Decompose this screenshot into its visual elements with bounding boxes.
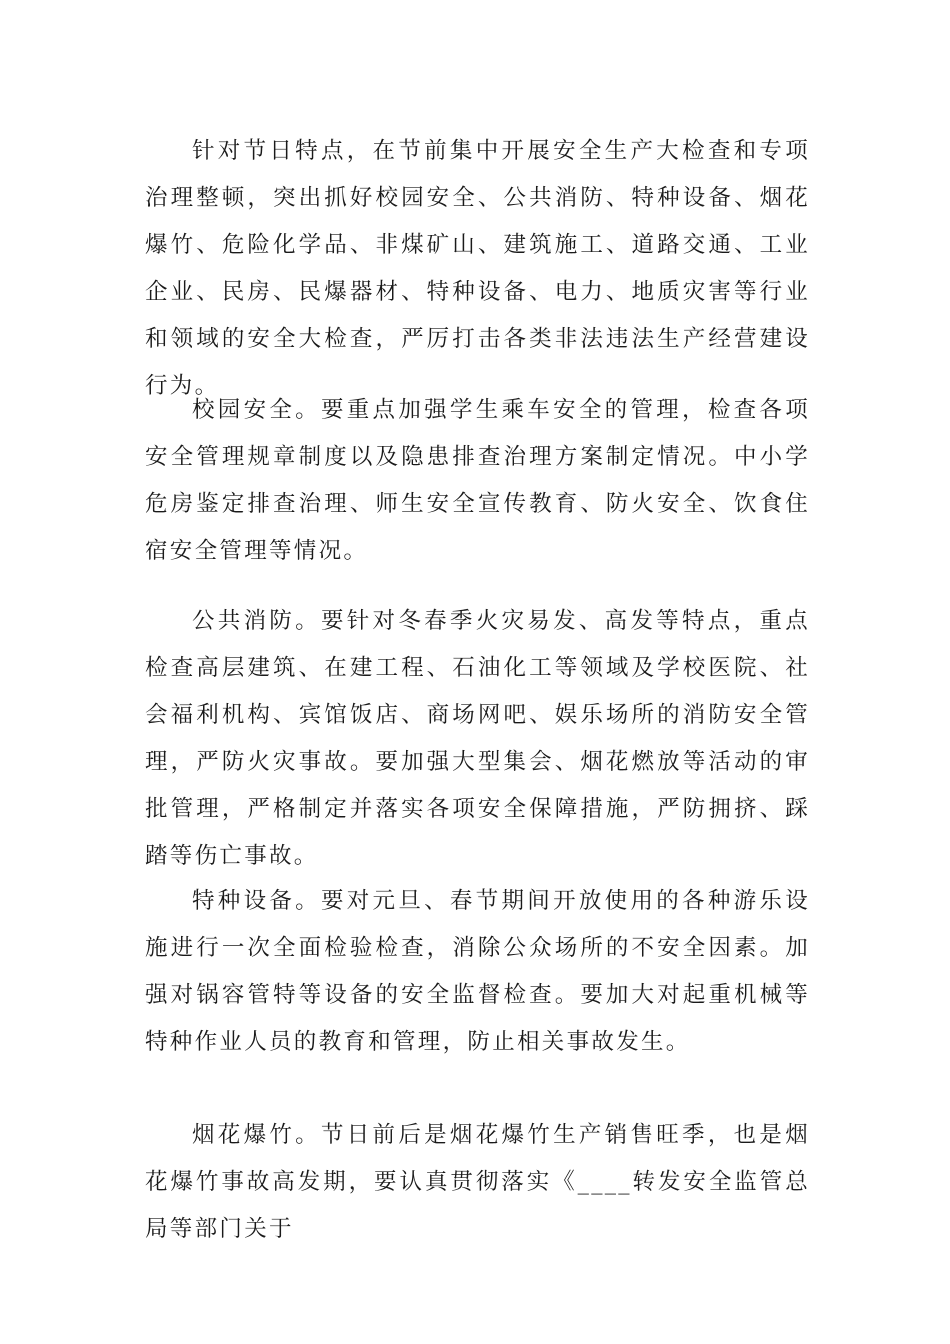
paragraph-public-fire-protection: 公共消防。要针对冬春季火灾易发、高发等特点，重点检查高层建筑、在建工程、石油化工等领域及学校医院、社会福利机构、宾馆饭店、商场网吧、娱乐场所的消防安全管理，严防火灾事故。要加强大型集会、烟花燃放等活动的审批管理，严格制定并落实各项安全保障措施，严防拥挤、踩踏等伤亡事故。 [145, 608, 810, 869]
paragraph-special-equipment: 特种设备。要对元旦、春节期间开放使用的各种游乐设施进行一次全面检验检查，消除公众场所的不安全因素。加强对锅容管特等设备的安全监督检查。要加大对起重机械等特种作业人员的教育和管理，防止相关事故发生。 [145, 888, 810, 1055]
paragraph-campus-safety: 校园安全。要重点加强学生乘车安全的管理，检查各项安全管理规章制度以及隐患排查治理方案制定情况。中小学危房鉴定排查治理、师生安全宣传教育、防火安全、饮食住宿安全管理等情况。 [145, 397, 810, 564]
paragraph-fireworks: 烟花爆竹。节日前后是烟花爆竹生产销售旺季，也是烟花爆竹事故高发期，要认真贯彻落实《____转发安全监管总局等部门关于 [145, 1122, 810, 1242]
paragraph-safety-inspection: 针对节日特点，在节前集中开展安全生产大检查和专项治理整顿，突出抓好校园安全、公共消防、特种设备、烟花爆竹、危险化学品、非煤矿山、建筑施工、道路交通、工业企业、民房、民爆器材、特种设备、电力、地质灾害等行业和领域的安全大检查，严厉打击各类非法违法生产经营建设行为。 [145, 138, 810, 399]
